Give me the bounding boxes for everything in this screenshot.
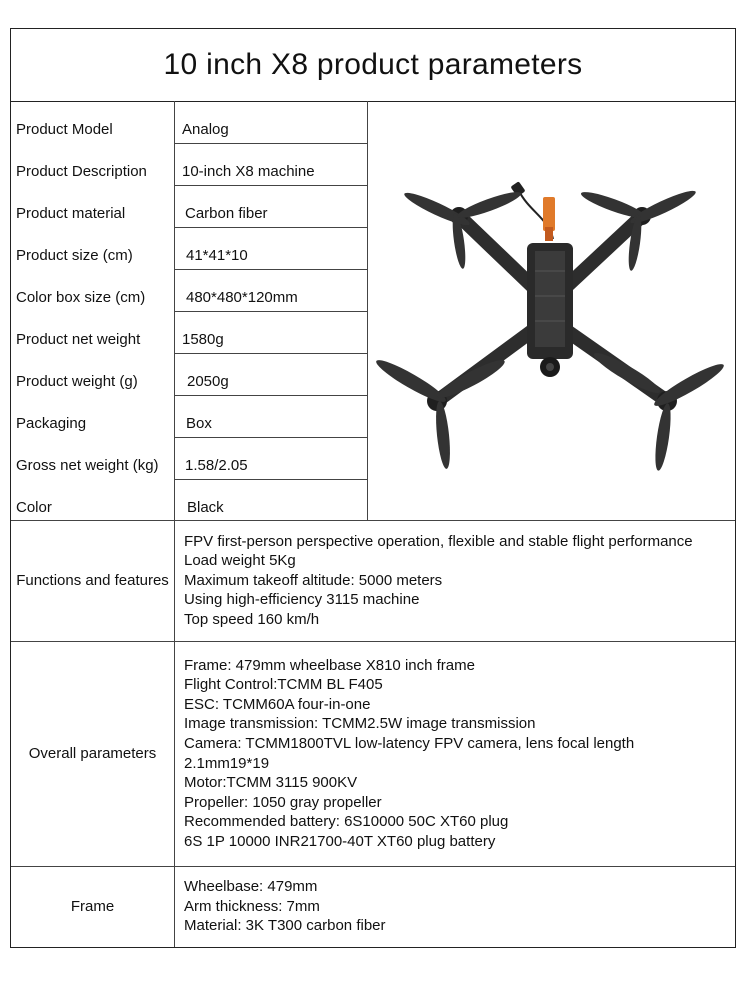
param-line: Propeller: 1050 gray propeller [184,793,382,811]
row-divider [174,269,367,270]
spec-value: 1.58/2.05 [185,457,248,474]
feature-line: Maximum takeoff altitude: 5000 meters [184,571,443,589]
functions-section [11,520,735,641]
row-divider [174,143,367,144]
param-line: Flight Control:TCMM BL F405 [184,676,383,694]
overall-section [11,641,735,866]
section-lines [184,866,729,947]
spec-value: Box [186,415,212,432]
spec-row [11,227,367,269]
spec-value: 41*41*10 [186,247,248,264]
spec-row [11,185,367,227]
section-label: Functions and features [16,572,169,589]
section-label: Overall parameters [28,745,157,762]
row-divider [174,437,367,438]
row-divider [174,479,367,480]
spec-row [11,311,367,353]
product-spec-sheet [10,28,736,948]
column-divider [174,641,175,866]
spec-row [11,395,367,437]
spec-label: Product size (cm) [16,247,133,264]
param-line: Motor:TCMM 3115 900KV [184,774,358,792]
param-line: Image transmission: TCMM2.5W image transmission [184,715,536,733]
spec-label: Color box size (cm) [16,289,146,306]
spec-row [11,269,367,311]
section-lines [184,520,729,641]
frame-line: Material: 3K T300 carbon fiber [184,917,386,935]
spec-label: Gross net weight (kg) [16,457,159,474]
param-line: Frame: 479mm wheelbase X810 inch frame [184,656,475,674]
spec-value: 480*480*120mm [186,289,298,306]
spec-label: Product Description [16,163,147,180]
param-line: 6S 1P 10000 INR21700-40T XT60 plug battery [184,832,496,850]
spec-value: 1580g [182,331,224,348]
row-divider [174,353,367,354]
section-label: Frame [70,898,115,915]
spec-label: Packaging [16,415,87,432]
spec-value: 10-inch X8 machine [182,163,315,180]
feature-line: Load weight 5Kg [184,552,296,570]
drone-photo [367,101,735,520]
spec-row [11,437,367,479]
spec-value: 2050g [187,373,229,390]
row-divider [174,185,367,186]
spec-label: Product net weight [16,331,141,348]
spec-row [11,479,367,521]
feature-line: Top speed 160 km/h [184,610,320,628]
spec-row [11,353,367,395]
spec-label: Product Model [16,121,113,138]
section-lines [184,641,729,866]
spec-value: Analog [182,121,229,138]
param-line: 2.1mm19*19 [184,754,270,772]
column-divider [174,866,175,947]
column-divider [174,520,175,641]
spec-row [11,143,367,185]
row-divider [174,227,367,228]
feature-line: FPV first-person perspective operation, flexible and stable flight performance [184,532,693,550]
frame-line: Arm thickness: 7mm [184,897,320,915]
row-divider [174,311,367,312]
spec-value: Carbon fiber [185,205,268,222]
spec-label: Product weight (g) [16,373,138,390]
row-divider [174,395,367,396]
frame-line: Wheelbase: 479mm [184,878,318,896]
param-line: Recommended battery: 6S10000 50C XT60 plug [184,813,509,831]
feature-line: Using high-efficiency 3115 machine [184,591,420,609]
spec-value: Black [187,499,224,516]
spec-row [11,101,367,143]
frame-section [11,866,735,947]
page-title: 10 inch X8 product parameters [11,29,735,102]
param-line: ESC: TCMM60A four-in-one [184,695,371,713]
spec-label: Product material [16,205,126,222]
param-line: Camera: TCMM1800TVL low-latency FPV camera, lens focal length [184,734,635,752]
drone-illustration [367,101,735,520]
spec-label: Color [16,499,52,516]
